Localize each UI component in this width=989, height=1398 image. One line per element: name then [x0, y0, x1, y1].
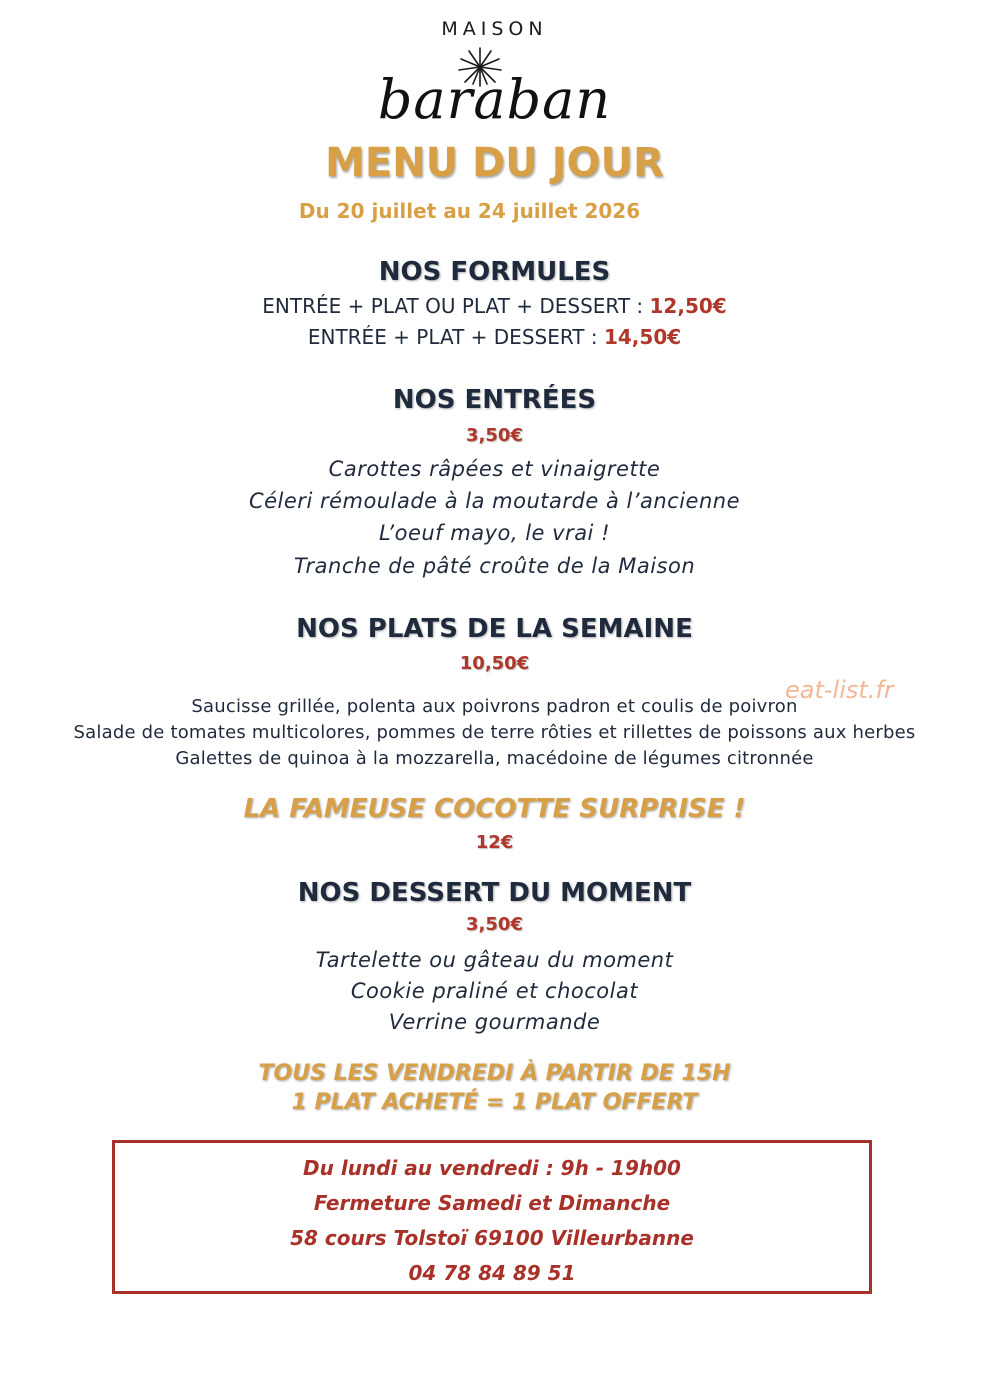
entrees-price: 3,50€: [466, 425, 523, 446]
formule-label: ENTRÉE + PLAT + DESSERT :: [307, 325, 604, 349]
entree-item: Tranche de pâté croûte de la Maison: [293, 554, 696, 578]
logo-baraban-text: baraban: [377, 68, 612, 131]
formule-line-2: [0, 325, 989, 349]
formules-title: NOS FORMULES: [378, 257, 611, 287]
plat-item: Galettes de quinoa à la mozzarella, macédoine de légumes citronnée: [175, 748, 814, 769]
watermark: eat-list.fr: [785, 676, 894, 704]
formule-line-1: [0, 294, 989, 318]
formule-label: ENTRÉE + PLAT OU PLAT + DESSERT :: [262, 294, 650, 318]
logo-maison-text: MAISON: [441, 18, 548, 40]
address: 58 cours Tolstoï 69100 Villeurbanne: [290, 1226, 694, 1250]
plats-title: NOS PLATS DE LA SEMAINE: [296, 614, 693, 644]
desserts-title: NOS DESSERT DU MOMENT: [297, 878, 692, 908]
dessert-item: Tartelette ou gâteau du moment: [315, 948, 674, 972]
dessert-item: Cookie praliné et chocolat: [350, 979, 639, 1003]
entree-item: Céleri rémoulade à la moutarde à l’ancienne: [248, 489, 741, 513]
cocotte-price: 12€: [475, 832, 514, 853]
promo-line-1: TOUS LES VENDREDI À PARTIR DE 15H: [258, 1061, 731, 1086]
closing-days: Fermeture Samedi et Dimanche: [313, 1191, 671, 1215]
phone-number: 04 78 84 89 51: [408, 1261, 576, 1285]
info-box: [112, 1140, 872, 1294]
promo-line-2: 1 PLAT ACHETÉ = 1 PLAT OFFERT: [291, 1090, 698, 1115]
menu-title: MENU DU JOUR: [325, 140, 664, 186]
desserts-price: 3,50€: [466, 914, 523, 935]
formule-price: 12,50€: [649, 294, 727, 318]
entree-item: L’oeuf mayo, le vrai !: [379, 521, 610, 545]
menu-dates: Du 20 juillet au 24 juillet 2026: [298, 199, 641, 223]
plat-item: Saucisse grillée, polenta aux poivrons padron et coulis de poivron: [191, 696, 798, 717]
entree-item: Carottes râpées et vinaigrette: [328, 457, 661, 481]
entrees-title: NOS ENTRÉES: [392, 385, 597, 415]
plats-price: 10,50€: [459, 653, 530, 674]
plat-item: Salade de tomates multicolores, pommes de terre rôties et rillettes de poissons aux herbes: [73, 722, 916, 743]
dessert-item: Verrine gourmande: [388, 1010, 601, 1034]
formule-price: 14,50€: [603, 325, 682, 349]
opening-hours: Du lundi au vendredi : 9h - 19h00: [303, 1156, 681, 1180]
cocotte-title: LA FAMEUSE COCOTTE SURPRISE !: [243, 794, 746, 824]
